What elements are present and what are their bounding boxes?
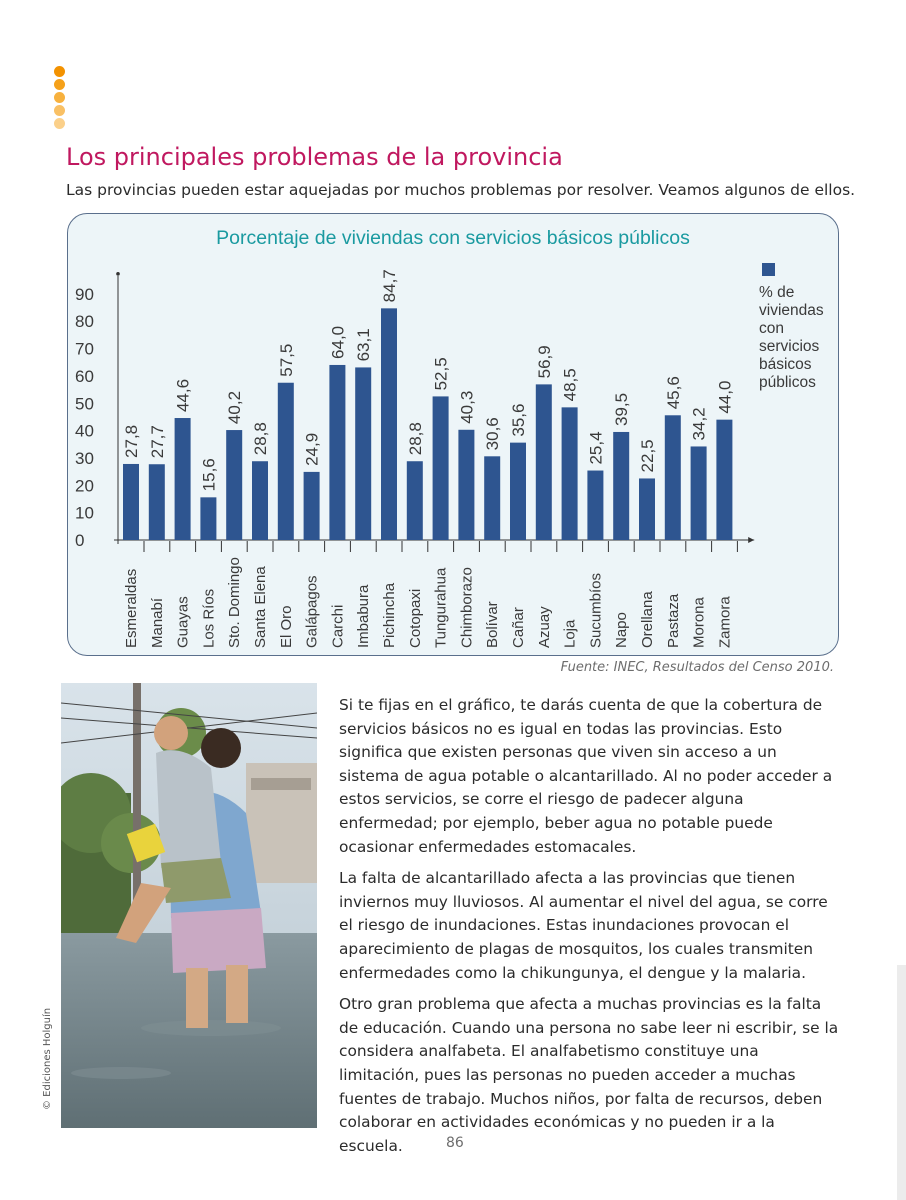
bar-value-label: 15,6	[199, 458, 219, 492]
x-axis-arrow	[748, 537, 754, 543]
orange-dot	[54, 118, 65, 129]
bar-value-label: 35,6	[509, 403, 528, 437]
category-label: Loja	[561, 619, 579, 648]
bar-value-label: 63,1	[354, 328, 374, 362]
bar-value-label: 30,6	[483, 417, 503, 451]
bar-value-label: 40,3	[457, 390, 477, 424]
bar	[304, 472, 320, 540]
category-label: Pastaza	[664, 593, 682, 648]
category-label: Morona	[690, 597, 708, 648]
y-tick-label: 50	[75, 394, 94, 414]
y-tick-label: 90	[75, 284, 94, 304]
category-label: Guayas	[174, 596, 192, 648]
bar	[123, 464, 139, 540]
bar	[484, 456, 500, 540]
bar-value-label: 52,5	[431, 357, 451, 391]
bar-value-label: 27,8	[122, 424, 141, 458]
decorative-dots	[54, 66, 68, 131]
legend-text: básicos	[759, 356, 812, 373]
y-tick-label: 10	[75, 503, 94, 523]
bar-value-label: 28,8	[251, 422, 270, 456]
bar-value-label: 40,2	[225, 390, 245, 425]
bar	[407, 461, 423, 540]
bar	[639, 478, 655, 540]
category-label: Napo	[613, 612, 631, 648]
category-label: Esmeraldas	[123, 568, 140, 648]
bar-chart	[67, 213, 839, 656]
y-tick-label: 40	[75, 421, 94, 441]
category-label: Carchi	[329, 604, 347, 648]
y-tick-label: 70	[75, 339, 94, 359]
category-label: Sto. Domingo	[226, 557, 244, 648]
bar	[329, 365, 345, 540]
photo-credit: © Ediciones Holguín	[42, 1007, 53, 1110]
y-tick-label: 60	[75, 366, 94, 386]
bar	[433, 396, 449, 540]
body-text	[339, 694, 839, 1166]
category-label: Cotopaxi	[406, 588, 424, 648]
legend-text: viviendas	[759, 302, 824, 319]
category-label: Santa Elena	[252, 566, 269, 648]
category-label: Galápagos	[303, 575, 321, 648]
bar	[562, 407, 578, 540]
bar-value-label: 45,6	[663, 376, 683, 410]
bar-value-label: 64,0	[328, 325, 348, 359]
chart-source: Fuente: INEC, Resultados del Censo 2010.	[560, 660, 834, 675]
bar	[252, 461, 268, 540]
chart-title: Porcentaje de viviendas con servicios básicos públicos	[216, 227, 690, 249]
category-label: El Oro	[277, 605, 295, 648]
bar-value-label: 34,2	[689, 407, 709, 441]
legend-text: públicos	[759, 374, 816, 391]
bar	[510, 443, 526, 540]
bar	[200, 497, 216, 540]
category-label: Chimborazo	[458, 567, 476, 648]
orange-dot	[54, 79, 65, 90]
orange-dot	[54, 105, 65, 116]
legend-text: servicios	[759, 338, 820, 355]
category-label: Sucumbíos	[587, 572, 605, 648]
bar-value-label: 25,4	[586, 431, 606, 465]
bar	[613, 432, 629, 540]
bar-value-label: 22,5	[638, 439, 657, 473]
bar	[226, 430, 242, 540]
legend-text: % de	[759, 284, 795, 301]
category-label: Cañar	[510, 607, 527, 648]
category-label: Los Ríos	[200, 588, 218, 648]
y-tick-label: 20	[75, 476, 94, 496]
orange-dot	[54, 66, 65, 77]
legend-swatch	[762, 263, 775, 276]
legend-text: con	[759, 320, 784, 337]
bar	[149, 464, 165, 540]
bar	[278, 383, 294, 540]
paragraph: Otro gran problema que afecta a muchas provincias es la falta de educación. Cuando una persona no sabe leer ni escribir, se la considera analfabeta. El analfabetismo constituye una limitación, pues las personas no pueden acceder a muchas fuentes de trabajo. Muchos niños, por falta de recursos, deben colaborar en actividades económicas y no pueden ir a la escuela.	[339, 995, 839, 1155]
paragraph: La falta de alcantarillado afecta a las provincias que tienen inviernos muy lluviosos. Al aumentar el nivel del agua, se corre el riesgo de inundaciones. Estas inundaciones provocan el aparecimiento de plagas de mosquitos, los cuales transmiten enfermedades como la chikungunya, el dengue y la malaria.	[339, 869, 828, 982]
bar-value-label: 44,6	[173, 378, 193, 413]
category-label: Pichincha	[381, 582, 398, 648]
bar	[536, 384, 552, 540]
category-label: Bolívar	[484, 601, 502, 648]
bar	[691, 446, 707, 540]
bar-value-label: 39,5	[612, 392, 632, 426]
page-number: 86	[446, 1135, 464, 1151]
intro-text: Las provincias pueden estar aquejadas por muchos problemas por resolver. Veamos algunos de ellos.	[66, 181, 856, 199]
category-label: Manabí	[148, 597, 166, 648]
bar	[175, 418, 191, 540]
bar	[665, 415, 681, 540]
category-label: Imbabura	[355, 584, 373, 648]
bar-value-label: 57,5	[276, 343, 296, 377]
bar	[458, 430, 474, 540]
orange-dot	[54, 92, 65, 103]
bar-value-label: 48,5	[560, 368, 580, 402]
section-heading: Los principales problemas de la provincia	[66, 143, 563, 171]
category-label: Orellana	[639, 591, 656, 648]
y-tick-label: 80	[75, 312, 94, 332]
bar-value-label: 84,7	[380, 269, 399, 303]
bar-value-label: 56,9	[534, 345, 554, 379]
bar-value-label: 27,7	[147, 425, 167, 459]
bar-value-label: 28,8	[405, 422, 425, 456]
y-axis-arrow	[116, 272, 120, 276]
y-tick-label: 30	[75, 448, 94, 468]
flood-photo	[61, 683, 317, 1128]
page-edge-tab	[897, 965, 906, 1200]
category-label: Tungurahua	[432, 567, 450, 648]
paragraph: Si te fijas en el gráfico, te darás cuenta de que la cobertura de servicios básicos no es igual en todas las provincias. Esto significa que existen personas que viven sin acceso a un sistema de agua potable o alcantarillado. Al no poder acceder a estos servicios, se corre el riesgo de padecer alguna enfermedad; por ejemplo, beber agua no potable puede ocasionar enfermedades estomacales.	[339, 696, 833, 856]
category-label: Azuay	[535, 606, 553, 648]
bar-value-label: 44,0	[715, 380, 735, 414]
bar	[355, 367, 371, 540]
bar-value-label: 24,9	[302, 432, 322, 466]
category-label: Zamora	[716, 596, 734, 648]
bar	[716, 420, 732, 540]
bar	[381, 308, 397, 540]
y-tick-label: 0	[75, 531, 85, 550]
bar	[587, 471, 603, 540]
